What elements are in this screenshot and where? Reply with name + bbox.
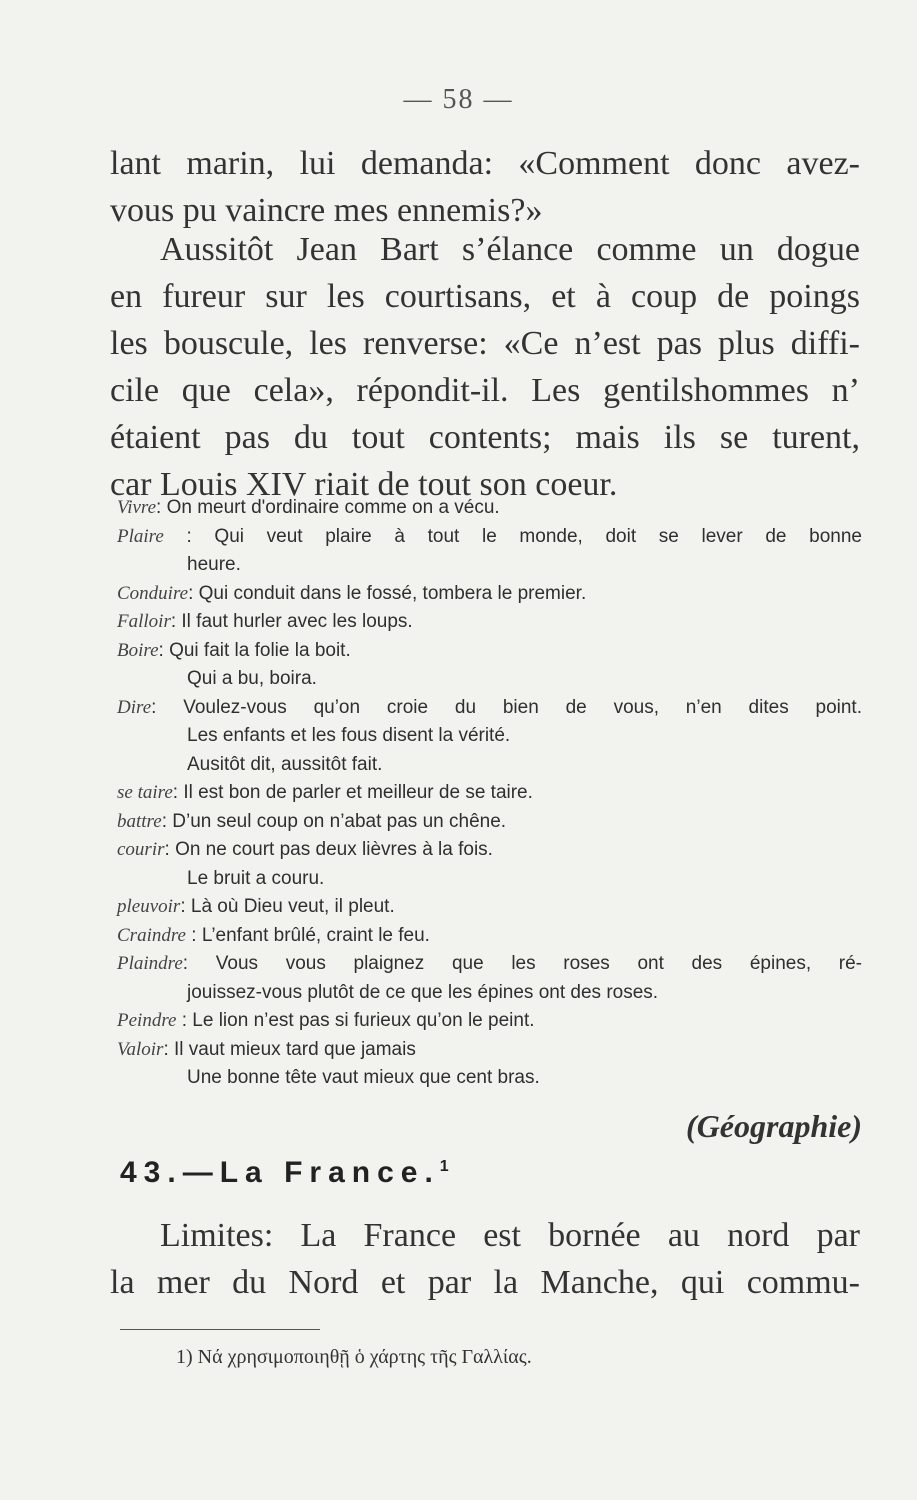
- text-line: cile que cela», répondit-il. Les gentilshommes n’: [110, 372, 860, 409]
- footnote-divider: [120, 1329, 320, 1330]
- proverb-entry: pleuvoir: Là où Dieu veut, il pleut.: [117, 896, 395, 917]
- verb-term: Falloir: [117, 611, 171, 632]
- proverb-continuation: jouissez-vous plutôt de ce que les épines ont des roses.: [187, 981, 659, 1003]
- proverb-text: Vous vous plaignez que les roses ont des épines, ré-: [215, 953, 863, 974]
- lesson-heading: [120, 1156, 449, 1190]
- lesson-title: La France.: [219, 1156, 440, 1189]
- proverb-continuation: Le bruit a couru.: [187, 867, 325, 889]
- proverb-text: Il faut hurler avec les loups.: [181, 611, 413, 632]
- verb-term: Peindre: [117, 1010, 177, 1031]
- verb-term: Plaindre: [117, 953, 183, 974]
- proverbs-list: [117, 494, 862, 1093]
- verb-term: Plaire: [117, 525, 164, 547]
- proverb-text: Le lion n’est pas si furieux qu’on le peint.: [192, 1010, 535, 1031]
- proverb-entry: Peindre : Le lion n’est pas si furieux qu’on le peint.: [117, 1010, 535, 1031]
- proverb-entry: Dire: Voulez-vous qu’on croie du bien de vous, n’en dites point.: [117, 696, 862, 718]
- text-line: lant marin, lui demanda: «Comment donc avez-: [110, 145, 860, 182]
- proverb-entry: Conduire: Qui conduit dans le fossé, tombera le premier.: [117, 582, 587, 604]
- proverb-text: Qui veut plaire à tout le monde, doit se lever de bonne: [214, 525, 862, 547]
- proverb-text: L’enfant brûlé, craint le feu.: [201, 924, 430, 946]
- text-line: car Louis XIV riait de tout son coeur.: [110, 466, 618, 503]
- proverb-continuation: Qui a bu, boira.: [187, 668, 317, 689]
- proverb-entry: Valoir: Il vaut mieux tard que jamais: [117, 1038, 416, 1060]
- proverb-text: Voulez-vous qu’on croie du bien de vous, n’en dites point.: [183, 696, 862, 718]
- proverb-continuation: heure.: [187, 554, 241, 575]
- footnote: 1) Νά χρησιμοποιηθῇ ὁ χάρτης τῆς Γαλλίας.: [176, 1346, 532, 1368]
- text-line: les bouscule, les renverse: «Ce n’est pas plus diffi-: [110, 325, 860, 362]
- proverb-continuation: Une bonne tête vaut mieux que cent bras.: [187, 1067, 540, 1088]
- proverb-entry: Boire: Qui fait la folie la boit.: [117, 639, 351, 661]
- paragraph-limites: [110, 1212, 860, 1306]
- text-line: Limites: La France est bornée au nord par: [160, 1217, 860, 1254]
- text-line: étaient pas du tout contents; mais ils se turent,: [110, 419, 860, 456]
- proverb-entry: Vivre: On meurt d'ordinaire comme on a vécu.: [117, 497, 500, 518]
- proverb-text: On ne court pas deux lièvres à la fois.: [175, 839, 493, 860]
- proverb-entry: se taire: Il est bon de parler et meilleur de se taire.: [117, 782, 533, 803]
- proverb-text: Là où Dieu veut, il pleut.: [190, 896, 395, 917]
- text-line: en fureur sur les courtisans, et à coup de poings: [110, 278, 860, 315]
- proverb-entry: battre: D’un seul coup on n’abat pas un chêne.: [117, 810, 507, 832]
- proverb-continuation: Ausitôt dit, aussitôt fait.: [187, 753, 383, 775]
- section-label: (Géographie): [686, 1108, 862, 1144]
- proverb-continuation: Les enfants et les fous disent la vérité.: [187, 725, 511, 746]
- proverb-entry: Plaire : Qui veut plaire à tout le monde, doit se lever de bonne: [117, 525, 862, 547]
- footnote-mark: 1: [439, 1158, 449, 1175]
- verb-term: Valoir: [117, 1038, 164, 1060]
- proverb-entry: courir: On ne court pas deux lièvres à la fois.: [117, 839, 493, 860]
- proverb-text: D’un seul coup on n’abat pas un chêne.: [172, 810, 507, 832]
- paragraph-continuation: [110, 140, 860, 234]
- lesson-number: 43.—: [120, 1156, 220, 1189]
- verb-term: Conduire: [117, 582, 189, 604]
- proverb-entry: Craindre : L’enfant brûlé, craint le feu.: [117, 924, 430, 946]
- verb-term: Vivre: [117, 497, 157, 518]
- page-number: — 58 —: [403, 84, 514, 115]
- paragraph-jean-bart: [110, 226, 860, 508]
- verb-term: Dire: [117, 696, 152, 718]
- text-line: vous pu vaincre mes ennemis?»: [110, 192, 543, 229]
- verb-term: courir: [117, 839, 165, 860]
- proverb-text: Qui fait la folie la boit.: [169, 639, 351, 661]
- verb-term: Craindre: [117, 924, 186, 946]
- proverb-text: Il vaut mieux tard que jamais: [174, 1038, 416, 1060]
- text-line: Aussitôt Jean Bart s’élance comme un dogue: [160, 231, 860, 268]
- verb-term: battre: [117, 810, 162, 832]
- verb-term: se taire: [117, 782, 173, 803]
- verb-term: pleuvoir: [117, 896, 181, 917]
- verb-term: Boire: [117, 639, 159, 661]
- text-line: la mer du Nord et par la Manche, qui commu-: [110, 1264, 860, 1301]
- proverb-text: Qui conduit dans le fossé, tombera le premier.: [198, 582, 587, 604]
- proverb-text: Il est bon de parler et meilleur de se taire.: [183, 782, 533, 803]
- proverb-text: On meurt d'ordinaire comme on a vécu.: [166, 497, 500, 518]
- proverb-entry: Falloir: Il faut hurler avec les loups.: [117, 611, 413, 632]
- proverb-entry: Plaindre: Vous vous plaignez que les roses ont des épines, ré-: [117, 953, 863, 974]
